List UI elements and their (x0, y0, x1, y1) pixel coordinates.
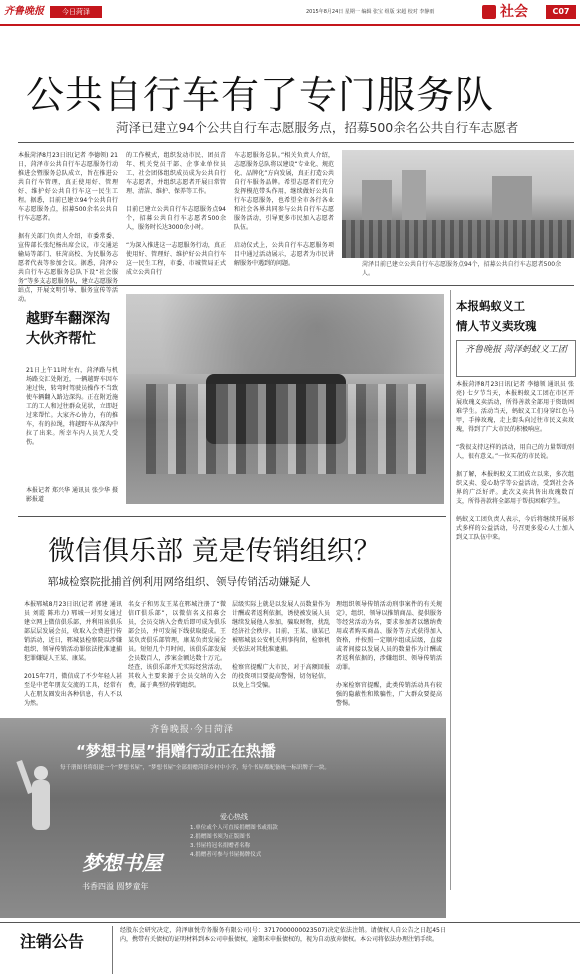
notice-divider (112, 926, 113, 974)
story2-body: 21日上午11时左右，菏泽路与机场路交汇处附近，一辆越野车因车速过快，转弯时驾驶员操作不当致使车辆翻入路边深沟。正在附近施工的工人和过往群众见状，立即赶过来帮忙。大家齐心协力，有的推车，有的拉绳，将越野车从深沟中拉了出来。所幸车内人员无人受伤。 (26, 367, 118, 446)
header-rule (0, 24, 580, 26)
story4-logo: 齐鲁晚报 菏泽蚂蚁义工团 (456, 340, 576, 377)
ad-title: “梦想书屋”捐赠行动正在热播 (76, 742, 276, 760)
page-number: C07 (546, 5, 576, 19)
story2-photo (126, 294, 444, 504)
story2-byline: 本报记者 郑兴华 通讯员 张少华 摄影报道 (26, 487, 118, 503)
sub-brand: 今日菏泽 (50, 6, 102, 18)
ad-top-line: 齐鲁晚报·今日菏泽 (150, 725, 234, 735)
ad-point: 1.单位或个人可直接捐赠图书或捐款 (190, 825, 278, 831)
lead-col-3: 车志愿服务总队。”相关负责人介绍，志愿服务总队将以建设“专业化、规范化、品牌化”方向发展，真正打造公共自行车服务品牌。希望志愿者们充分发挥模范带头作用，继续做好公共自行车志愿服务，也希望全市各行各业和社会各界共同参与公共自行车志愿服务活动，引导更多市民加入志愿者队伍。 启动仪式上，公共自行车志愿服务项目中通过活动展示，志愿者为市民讲解服务中遇到的问题。 (234, 152, 334, 267)
notice-body: 经股东会研究决定，菏泽康悦劳务服务有限公司(号：3717000000023507)决定依法注销。请债权人自公告之日起45日内，携带有关债权的证明材料到本公司申报债权，逾期未申报债权的，视为自动放弃债权。本公司将依法办理注销手续。 (120, 927, 446, 943)
ad-point: 2.捐赠图书须为正版图书 (190, 834, 251, 840)
story3-headline: 微信俱乐部 竟是传销组织？ (48, 536, 381, 567)
story3-top-rule (18, 516, 446, 517)
story4-headline: 本报蚂蚁义工 情人节义卖玫瑰 (456, 299, 537, 333)
lead-col-1: 本报菏泽8月23日讯(记者 李德领) 21日，菏泽市公共自行车志愿服务行动推进会暨服务总队成立，旨在推进公共自行车管理，真正使用好、管理好、维护好公共自行车这一民生工程。据悉，目前已建立94个公共自行车志愿服务点，招募500余名公共自行车志愿者。 据有关部门负责人介绍，市委常委、宣传部长张纪杨出席会议，市交通运输局等部门、驻菏高校、为民服务志愿者代表等参加会议。据悉，菏泽公共自行车志愿服务总队下设“社会服务”等多支志愿服务队，建立志愿服务站点，开展文明引导、服务宣传等活动。 (18, 152, 118, 303)
column-divider (450, 290, 451, 890)
story2-headline: 越野车翻深沟 大伙齐帮忙 (26, 311, 110, 347)
section-icon (482, 5, 496, 19)
lead-col-2: 的工作模式，组织发动市民、团员青年、机关党员干部、企事业单位员工、社会团体组织成员成为公共自行车志愿者，并组织志愿者开展日常管理、清洁、维护、保养等工作。 目前已建立公共自行车志愿服务点94个，招募公共自行车志愿者500余人，服务时长达3000余小时。 “为深入推进这一志愿服务行动，真正使用好、管理好、维护好公共自行车这一民生工程，市委、市城管局正式成立公共自行 (126, 152, 226, 276)
date-line: 2015年8月24日 星期一 编辑 张宝 组版 宋超 校对 李静雨 (306, 9, 435, 15)
ad-point: 4.捐赠者可参与书屋揭牌仪式 (190, 852, 262, 858)
ad-desc: 每千册图书将组建一个“梦想书屋”，“梦想书屋”全部捐赠菏泽乡村中小学，每个书屋都配备统一标识牌子一块。 (60, 765, 330, 771)
lead-photo-caption: 菏泽目前已建立公共自行车志愿服务点94个，招募公共自行车志愿者500余人。 (362, 261, 562, 277)
ad-slogan: 书香四溢 圆梦童年 (82, 882, 149, 891)
masthead-logo: 齐鲁晚报 (4, 6, 44, 17)
dream-bookhouse-ad (0, 718, 446, 918)
notice-top-rule (0, 922, 580, 923)
bookhouse-logo: 梦想书屋 (82, 851, 162, 875)
story3-subheadline: 郓城检察院批捕首例利用网络组织、领导传销活动嫌疑人 (48, 576, 311, 588)
story3-col-2: 名女子和男友王某在郓城注册了“微信IT俱乐部”，以微信名义招募会员，会员交纳入会费后即可成为俱乐部会员，并可发展下线获取提成。王某负责俱乐部管理，康某负责发展会员。短短几个月时间，该俱乐部发展会员数百人，涉案金额达数十万元。经查，该俱乐部并无实际经营活动，其收入主要来源于会员交纳的入会费，属于典型的传销组织。 (128, 601, 226, 689)
story3-col-1: 本报郓城8月23日讯(记者 郭建 通讯员 刘霞 陈玮力) 郓城一对男女通过建立网上微信俱乐部，并利用该俱乐部层层发展会员，收取入会费进行传销活动，近日，郓城县检察院以涉嫌组织、领导传销活动罪依法批准逮捕犯罪嫌疑人王某、康某。 2015年7月，微信成了不少年轻人甚至是中老年朋友交流的工具，经常有人在朋友圈发出各种信息，有人不以为然。 (24, 601, 122, 707)
story3-col-4: 理组织领导传销活动刑事案件的有关规定》，组织、领导以推销商品、提供服务等经营活动为名，要求参加者以缴纳费用或者购买商品、服务等方式获得加入资格，并按照一定顺序组成层级，直接或者间接以发展人员的数量作为计酬或者返利依据的，涉嫌组织、领导传销活动罪。 办案检察官提醒，此类传销活动具有较强的隐蔽性和欺骗性，广大群众要提高警惕。 (336, 601, 442, 707)
story4-body: 本报菏泽8月23日讯(记者 李德领 通讯员 张亮) 七夕节当天，本报蚂蚁义工团在市区开展玫瑰义卖活动，所得善款全部用于资助困难学生。活动当天，蚂蚁义工们身穿红色马甲，手捧玫瑰，走上街头向过往市民义卖玫瑰，得到了广大市民的积极响应。 “我很支持这样的活动，用自己的力量帮助别人，很有意义。”一位买花的市民说。 据了解，本报蚂蚁义工团成立以来，多次组织义卖、爱心助学等公益活动，受到社会各界的广泛好评。此次义卖共售出玫瑰数百支，所得善款将全部用于帮扶困难学生。 蚂蚁义工团负责人表示，今后将继续开展形式多样的公益活动，号召更多爱心人士加入到义工队伍中来。 (456, 381, 574, 541)
ad-phone-label: 爱心热线 (220, 813, 248, 821)
lead-bottom-rule (18, 285, 574, 286)
story3-col-3: 层级实际上就是以发展人员数量作为计酬或者返利依据，诱使被发展人员继续发展他人参加，骗取财物，扰乱经济社会秩序。目前，王某、康某已被郓城县公安机关刑事拘留，检察机关依法对其批准逮捕。 检察官提醒广大市民，对于高额回报的投资项目要提高警惕，切勿轻信，以免上当受骗。 (232, 601, 330, 689)
lead-headline: 公共自行车有了专门服务队 (26, 73, 495, 117)
child-figure (20, 760, 60, 880)
notice-title: 注销公告 (20, 932, 85, 951)
lead-subheadline: 菏泽已建立94个公共自行车志愿服务点，招募500余名公共自行车志愿者 (116, 120, 519, 135)
ad-point: 3.书屋将冠名捐赠者名称 (190, 843, 251, 849)
lead-rule (18, 142, 574, 143)
section-label: 社会 (500, 4, 528, 20)
lead-photo (342, 150, 574, 258)
